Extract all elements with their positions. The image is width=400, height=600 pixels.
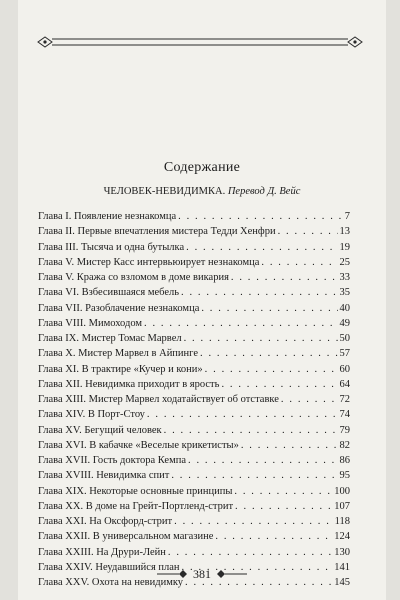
toc-entry (38, 270, 350, 285)
toc-entry-page: 86 (339, 455, 350, 466)
toc-entry-title: Глава XXIII. На Друри-Лейн (38, 546, 166, 558)
footer-right-ornament-icon (217, 569, 247, 579)
toc-entry (38, 499, 350, 514)
toc-entry (38, 423, 350, 438)
toc-entry-title: Глава IX. Мистер Томас Марвел (38, 333, 182, 344)
dot-leader (234, 484, 332, 499)
translator-credit: Перевод Д. Вейс (227, 186, 301, 197)
work-heading (18, 186, 386, 197)
footer-left-ornament-icon (157, 569, 187, 579)
toc-entry (38, 285, 350, 300)
dot-leader (186, 240, 337, 255)
toc-entry (38, 224, 350, 239)
page-number: 381 (193, 566, 211, 581)
dot-leader (235, 499, 332, 514)
dot-leader (188, 453, 338, 468)
toc-entry (38, 392, 350, 407)
toc-entry (38, 316, 350, 331)
toc-entry-title: Глава XXII. В универсальном магазине (38, 531, 214, 543)
toc-entry-page: 50 (339, 333, 350, 344)
toc-entry-title: Глава XXV. Охота на невидимку (38, 577, 184, 588)
toc-entry-title: Глава VI. Взбесившаяся мебель (38, 287, 180, 299)
toc-entry (38, 301, 350, 316)
toc-entry (38, 484, 350, 499)
toc-entry-page: 33 (339, 272, 350, 283)
toc-entry (38, 346, 350, 361)
toc-entry-title: Глава XIV. В Порт-Стоу (38, 409, 145, 421)
dot-leader (174, 514, 333, 529)
toc-entry-page: 13 (339, 226, 350, 238)
toc-entry-title: Глава I. Появление незнакомца (38, 211, 177, 222)
toc-entry (38, 529, 350, 544)
toc-entry (38, 453, 350, 468)
dot-leader (171, 468, 337, 483)
dot-leader (281, 392, 338, 407)
toc-entry-page: 49 (339, 317, 350, 329)
toc-entry-title: Глава XVII. Гость доктора Кемпа (38, 455, 186, 466)
toc-entry-title: Глава XIII. Мистер Марвел ходатайствует об отставке (38, 394, 279, 405)
toc-entry-page: 72 (339, 394, 350, 405)
toc-entry (38, 438, 350, 453)
dot-leader (278, 224, 338, 239)
toc-entry-page: 141 (334, 561, 350, 573)
toc-entry-page: 35 (339, 287, 350, 299)
toc-entry-page: 25 (339, 256, 350, 268)
dot-leader (201, 301, 337, 316)
toc-entry-title: Глава XIX. Некоторые основные принципы (38, 485, 233, 497)
toc-entry-title: Глава XI. В трактире «Кучер и кони» (38, 363, 203, 375)
dot-leader (181, 285, 337, 300)
toc-entry-title: Глава XVIII. Невидимка спит (38, 470, 170, 482)
toc-entry (38, 377, 350, 392)
toc-entry-page: 40 (339, 302, 350, 314)
toc-entry-page: 107 (334, 500, 350, 512)
toc-entry-title: Глава V. Мистер Касс интервьюирует незнакомца (38, 256, 260, 268)
dot-leader (241, 438, 338, 453)
dot-leader (147, 407, 338, 422)
header-ornament-icon (36, 34, 364, 50)
book-page (18, 0, 386, 600)
toc-entry (38, 331, 350, 346)
toc-entry (38, 407, 350, 422)
toc-entry-page: 19 (339, 241, 350, 253)
toc-entry-page: 74 (339, 409, 350, 421)
toc-entry-title: Глава XII. Невидимка приходит в ярость (38, 378, 220, 390)
dot-leader (200, 346, 338, 361)
dot-leader (221, 377, 337, 392)
toc-entry-page: 124 (334, 531, 350, 543)
toc-entry-page: 57 (339, 348, 350, 360)
toc-entry-title: Глава XXIV. Неудавшийся план (38, 561, 180, 573)
toc-entry (38, 362, 350, 377)
dot-leader (178, 209, 343, 224)
toc-entry (38, 209, 350, 224)
toc-entry-title: Глава XXI. На Оксфорд-стрит (38, 516, 173, 527)
dot-leader (184, 331, 338, 346)
table-of-contents (38, 209, 350, 590)
toc-entry-title: Глава VIII. Мимоходом (38, 317, 143, 329)
dot-leader (168, 545, 332, 560)
toc-entry-title: Глава III. Тысяча и одна бутылка (38, 241, 185, 253)
work-title: ЧЕЛОВЕК-НЕВИДИМКА. (103, 186, 226, 197)
toc-entry-title: Глава V. Кража со взломом в доме викария (38, 272, 229, 283)
dot-leader (231, 270, 338, 285)
contents-heading: Содержание (163, 160, 241, 175)
toc-entry-page: 7 (344, 211, 350, 222)
toc-entry (38, 468, 350, 483)
toc-entry-page: 100 (334, 485, 350, 497)
toc-entry-title: Глава X. Мистер Марвел в Айпинге (38, 348, 198, 360)
dot-leader (144, 316, 337, 331)
dot-leader (261, 255, 337, 270)
dot-leader (215, 529, 332, 544)
toc-entry-page: 130 (334, 546, 350, 558)
toc-entry-page: 95 (339, 470, 350, 482)
toc-entry-page: 145 (334, 577, 350, 588)
toc-entry-page: 118 (334, 516, 350, 527)
toc-entry-page: 60 (339, 363, 350, 375)
dot-leader (164, 423, 338, 438)
toc-entry-page: 79 (339, 424, 350, 436)
page-footer (18, 566, 386, 582)
toc-entry (38, 255, 350, 270)
toc-entry-title: Глава XV. Бегущий человек (38, 424, 162, 436)
toc-entry (38, 545, 350, 560)
toc-entry-title: Глава VII. Разоблачение незнакомца (38, 302, 200, 314)
toc-entry-title: Глава II. Первые впечатления мистера Тедди Хенфри (38, 226, 276, 238)
dot-leader (205, 362, 338, 377)
toc-entry (38, 240, 350, 255)
toc-entry-title: Глава XVI. В кабачке «Веселые крикетисты» (38, 439, 239, 451)
toc-entry-page: 64 (339, 378, 350, 390)
toc-entry-page: 82 (339, 439, 350, 451)
toc-entry-title: Глава XX. В доме на Грейт-Портленд-стрит (38, 500, 234, 512)
toc-entry (38, 514, 350, 529)
